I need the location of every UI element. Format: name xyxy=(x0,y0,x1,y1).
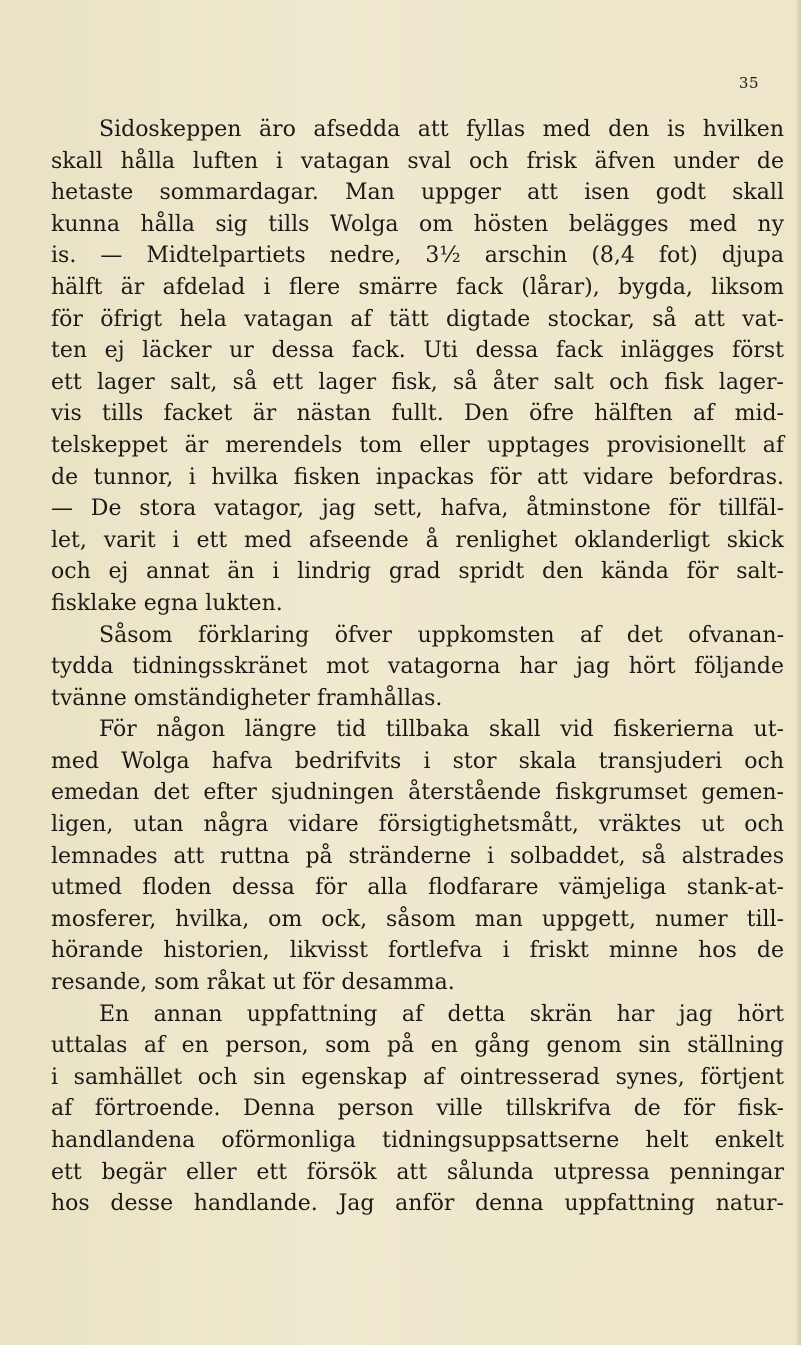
text-line: uttalas af en person, som på en gång genom sin ställning xyxy=(51,1033,784,1059)
text-line: telskeppet är merendels tom eller upptages provisionellt af xyxy=(51,432,784,458)
body-text xyxy=(51,114,784,1220)
page-edge-shadow xyxy=(795,0,801,1345)
text-line: kunna hålla sig tills Wolga om hösten belägges med ny xyxy=(51,211,784,237)
text-line: skall hålla luften i vatagan sval och frisk äfven under de xyxy=(51,148,784,174)
page-number: 35 xyxy=(738,74,759,92)
text-line: fisklake egna lukten. xyxy=(51,590,283,616)
text-line: resande, som råkat ut för desamma. xyxy=(51,970,455,996)
text-line: let, varit i ett med afseende å renlighet oklanderligt skick xyxy=(51,527,784,553)
text-line: i samhället och sin egenskap af ointresserad synes, förtjent xyxy=(51,1064,784,1090)
text-line: En annan uppfattning af detta skrän har jag hört xyxy=(99,1001,784,1027)
text-line: hos desse handlande. Jag anför denna uppfattning natur- xyxy=(51,1191,784,1217)
text-line: de tunnor, i hvilka fisken inpackas för att vidare befordras. xyxy=(51,464,784,490)
text-line: ett lager salt, så ett lager fisk, så åter salt och fisk lager- xyxy=(51,369,784,395)
text-line: hetaste sommardagar. Man uppger att isen godt skall xyxy=(51,180,784,206)
text-line: — De stora vatagor, jag sett, hafva, åtminstone för tillfäl- xyxy=(51,496,784,522)
text-line: med Wolga hafva bedrifvits i stor skala transjuderi och xyxy=(51,748,784,774)
text-line: utmed floden dessa för alla flodfarare vämjeliga stank-at- xyxy=(51,875,784,901)
text-line: tydda tidningsskränet mot vatagorna har jag hört följande xyxy=(51,654,784,680)
text-line: vis tills facket är nästan fullt. Den öfre hälften af mid- xyxy=(51,401,784,427)
text-line: ten ej läcker ur dessa fack. Uti dessa fack inlägges först xyxy=(51,338,784,364)
text-line: för öfrigt hela vatagan af tätt digtade stockar, så att vat- xyxy=(51,306,784,332)
text-line: Såsom förklaring öfver uppkomsten af det ofvanan- xyxy=(99,622,784,648)
text-line: is. — Midtelpartiets nedre, 3½ arschin (8,4 fot) djupa xyxy=(51,243,784,269)
text-line: För någon längre tid tillbaka skall vid fiskerierna ut- xyxy=(99,717,784,743)
text-line: handlandena oförmonliga tidningsuppsattserne helt enkelt xyxy=(51,1128,784,1153)
text-line: af förtroende. Denna person ville tillskrifva de för fisk- xyxy=(51,1096,784,1122)
text-line: ett begär eller ett försök att sålunda utpressa penningar xyxy=(51,1159,784,1185)
text-line: tvänne omständigheter framhållas. xyxy=(51,685,443,711)
text-line: och ej annat än i lindrig grad spridt den kända för salt- xyxy=(51,559,784,585)
text-line: emedan det efter sjudningen återstående fiskgrumset gemen- xyxy=(51,780,784,806)
text-line: Sidoskeppen äro afsedda att fyllas med den is hvilken xyxy=(99,117,784,142)
text-line: mosferer, hvilka, om ock, såsom man uppgett, numer till- xyxy=(51,906,784,932)
text-line: lemnades att ruttna på stränderne i solbaddet, så alstrades xyxy=(51,843,784,869)
text-line: ligen, utan några vidare försigtighetsmått, vräktes ut och xyxy=(51,812,784,838)
text-line: hörande historien, likvisst fortlefva i friskt minne hos de xyxy=(51,938,784,964)
text-line: hälft är afdelad i flere smärre fack (lårar), bygda, liksom xyxy=(51,274,784,300)
